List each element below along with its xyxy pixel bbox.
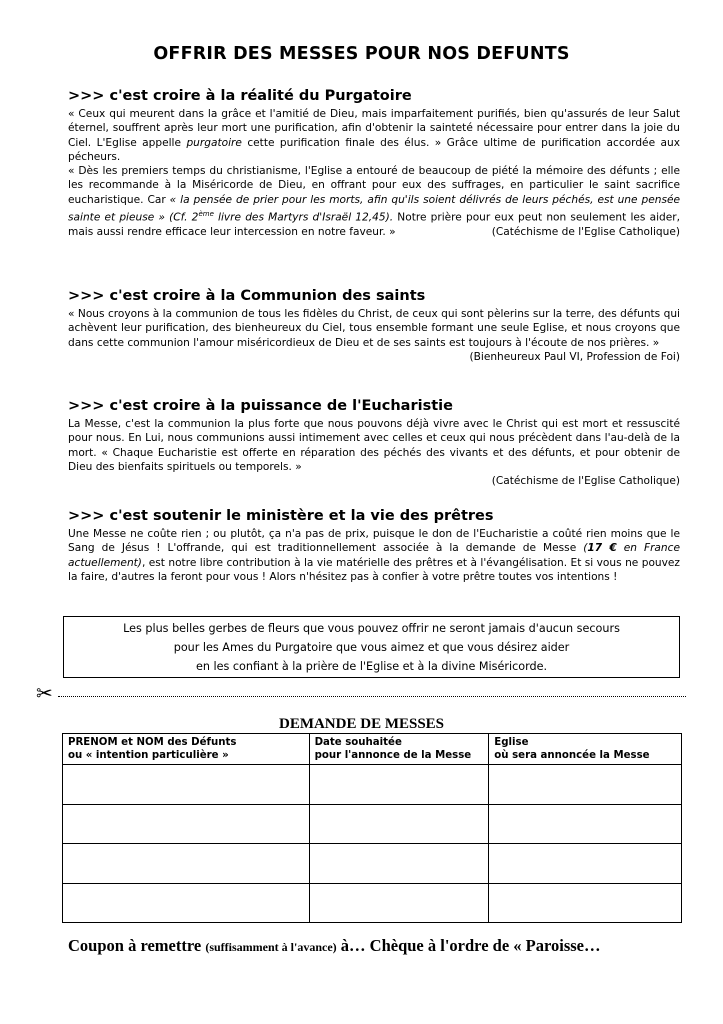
- coupon-footer: Coupon à remettre (suffisamment à l'avance) à… Chèque à l'ordre de « Paroisse…: [68, 936, 601, 955]
- entry-cell-eglise[interactable]: [489, 844, 682, 884]
- form-title: DEMANDE DE MESSES: [278, 716, 445, 732]
- section-pretres: [68, 508, 680, 584]
- quote-line: en les confiant à la prière de l'Eglise et à la divine Miséricorde.: [195, 660, 548, 673]
- paragraph: « Nous croyons à la communion de tous les fidèles du Christ, de ceux qui sont pèlerins sur la terre, des défunts qui achèvent leur purification, des bienheureux du Ciel, tous ensemble formant une seule Eglise, et nous croyons que dans cette communion l'amour miséricordieux de Dieu et de ses saints est toujours à l'écoute de nos prières. » (Bienheureux Paul VI, Profession de Foi): [68, 308, 680, 363]
- column-header-defunts: PRENOM et NOM des Défunts ou « intention particulière »: [63, 734, 310, 765]
- quote-line: Les plus belles gerbes de fleurs que vous pouvez offrir ne seront jamais d'aucun secours: [123, 622, 620, 635]
- section-heading: >>> c'est croire à la puissance de l'Eucharistie: [68, 398, 453, 414]
- page-title: OFFRIR DES MESSES POUR NOS DEFUNTS: [153, 44, 570, 64]
- column-header-date: Date souhaitée pour l'annonce de la Messe: [309, 734, 489, 765]
- entry-cell-date[interactable]: [309, 804, 489, 844]
- scissors-icon: ✂: [36, 681, 53, 705]
- quote-line: pour les Ames du Purgatoire que vous aimez et que vous désirez aider: [173, 641, 570, 654]
- paragraph: « Ceux qui meurent dans la grâce et l'amitié de Dieu, mais imparfaitement purifiés, bien qu'assurés de leur Salut éternel, souffrent après leur mort une purification, afin d'obtenir la sainteté nécessaire pour entrer dans la joie du Ciel. L'Eglise appelle purgatoire cette purification finale des élus. » Grâce ultime de purification accordée aux pécheurs.: [68, 108, 680, 163]
- table-row: [63, 844, 682, 884]
- entry-cell-defunts[interactable]: [63, 844, 310, 884]
- table-row: [63, 804, 682, 844]
- table-row: [63, 765, 682, 805]
- entry-cell-defunts[interactable]: [63, 765, 310, 805]
- entry-cell-eglise[interactable]: [489, 765, 682, 805]
- column-header-eglise: Eglise où sera annoncée la Messe: [489, 734, 682, 765]
- entry-cell-eglise[interactable]: [489, 883, 682, 923]
- entry-cell-date[interactable]: [309, 765, 489, 805]
- entry-cell-date[interactable]: [309, 883, 489, 923]
- paragraph: Une Messe ne coûte rien ; ou plutôt, ça n'a pas de prix, puisque le don de l'Eucharistie a coûté rien moins que le Sang de Jésus ! L'offrande, qui est traditionnellement associée à la demande de Messe (17 € en France actuellement), est notre libre contribution à la vie matérielle des prêtres et à l'évangélisation. Et si vous ne pouvez la faire, d'autres la feront pour vous ! Alors n'hésitez pas à confier à votre prêtre toutes vos intentions !: [68, 528, 680, 583]
- paragraph: La Messe, c'est la communion la plus forte que nous pouvons déjà vivre avec le Christ qui est mort et ressuscité pour nous. En Lui, nous communions aussi intimement avec celles et ceux qui nous précèdent dans l'au-delà de la mort. « Chaque Eucharistie est offerte en réparation des péchés des vivants et des défunts, et pour obtenir de Dieu des bienfaits spirituels ou temporels. »: [68, 418, 680, 473]
- mass-request-table: [62, 733, 682, 923]
- entry-cell-date[interactable]: [309, 844, 489, 884]
- paragraph: « Dès les premiers temps du christianisme, l'Eglise a entouré de beaucoup de piété la mémoire des défunts ; elle les recommande à la Miséricorde de Dieu, en offrant pour eux des suffrages, en particulier le saint sacrifice eucharistique. Car « la pensée de prier pour les morts, afin qu'ils soient délivrés de leurs péchés, est une pensée sainte et pieuse » (Cf. 2ème livre des Martyrs d'Israël 12,45). Notre prière pour eux peut non seulement les aider, mais aussi rendre efficace leur intercession en notre faveur. » (Catéchisme de l'Eglise Catholique): [68, 165, 680, 238]
- entry-cell-defunts[interactable]: [63, 804, 310, 844]
- table-row: [63, 883, 682, 923]
- cut-line: [36, 681, 686, 705]
- section-communion: [68, 288, 680, 364]
- source-citation: (Bienheureux Paul VI, Profession de Foi): [469, 350, 680, 363]
- source-citation: (Catéchisme de l'Eglise Catholique): [491, 225, 680, 238]
- section-purgatoire: [68, 88, 680, 239]
- section-heading: >>> c'est croire à la Communion des saints: [68, 288, 426, 304]
- entry-cell-defunts[interactable]: [63, 883, 310, 923]
- section-heading: >>> c'est soutenir le ministère et la vie des prêtres: [68, 508, 494, 524]
- section-heading: >>> c'est croire à la réalité du Purgatoire: [68, 88, 412, 104]
- source-citation: (Catéchisme de l'Eglise Catholique): [491, 475, 680, 488]
- dotted-line: [58, 696, 686, 697]
- entry-cell-eglise[interactable]: [489, 804, 682, 844]
- table-header-row: [63, 734, 682, 765]
- quote-box: [63, 616, 680, 678]
- section-eucharistie: [68, 398, 680, 488]
